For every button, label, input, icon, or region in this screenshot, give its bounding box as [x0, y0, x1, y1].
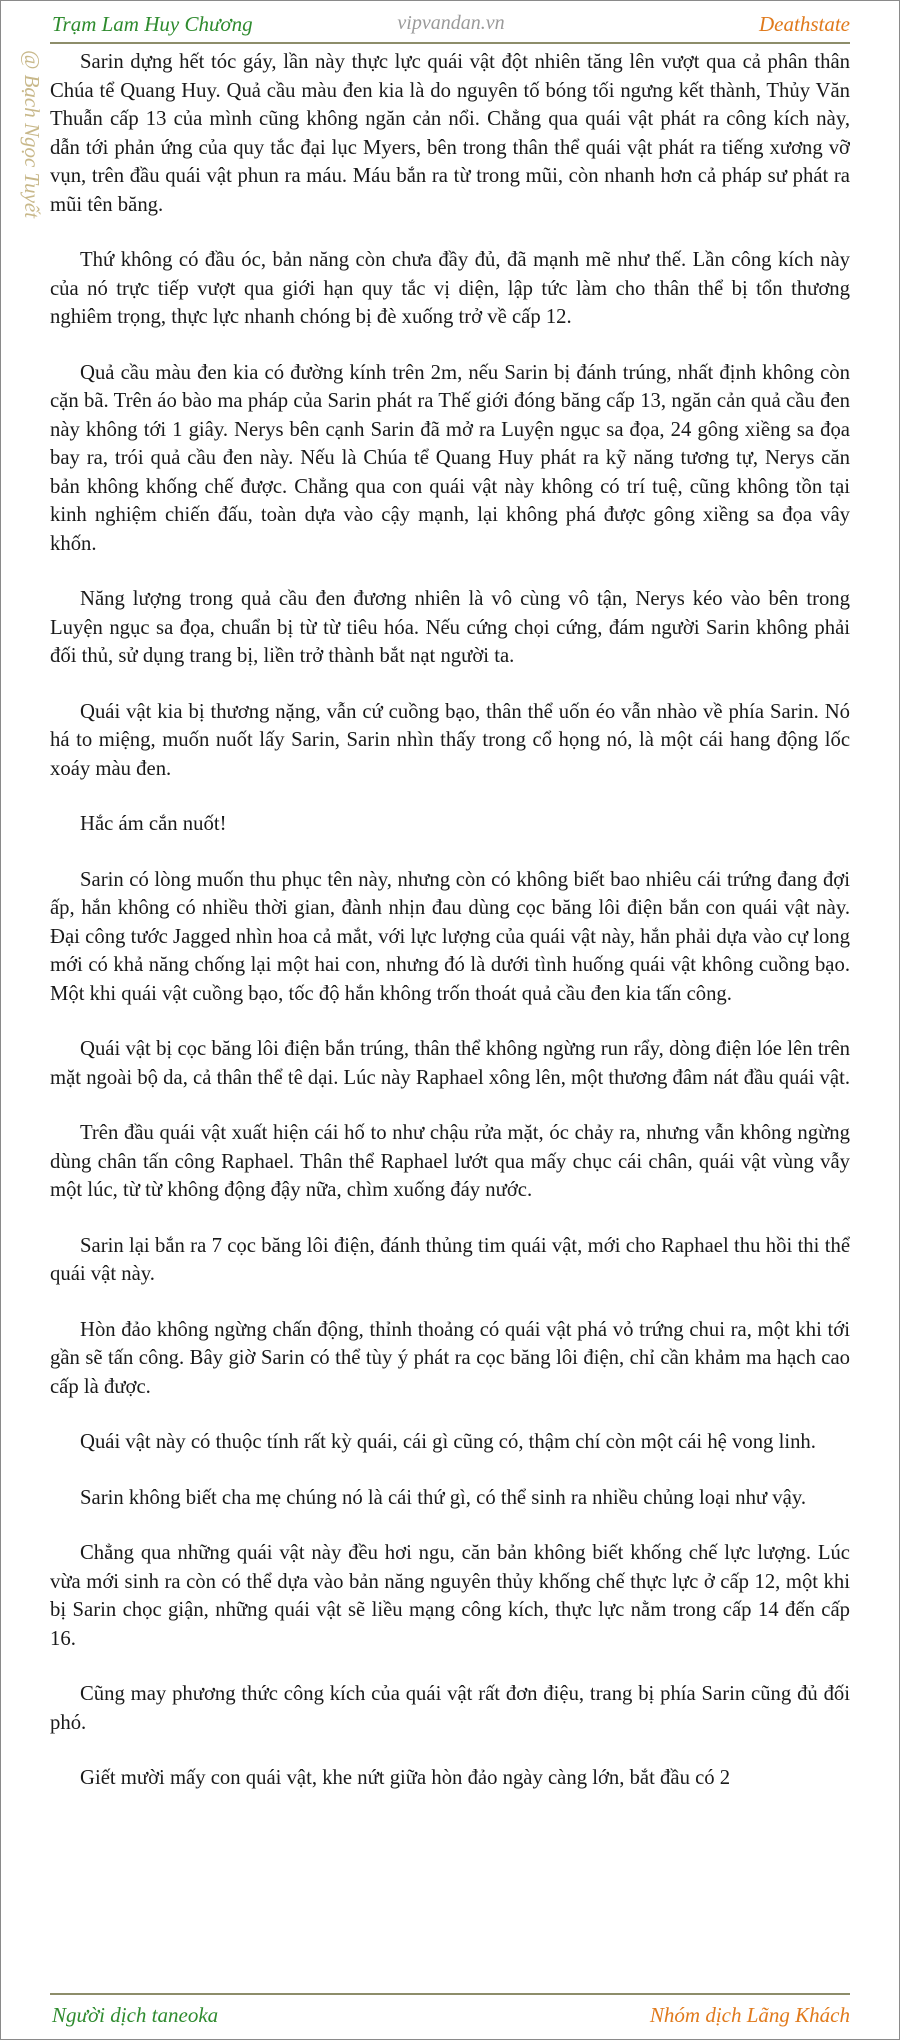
paragraph: Chẳng qua những quái vật này đều hơi ngu, căn bản không biết khống chế lực lượng. Lúc vừa mới sinh ra còn có thể dựa vào bản năng nguyên thủy khống chế thực lực ở cấp 12, một khi bị Sarin chọc giận, những quái vật sẽ liều mạng công kích, thực lực nằm trong cấp 14 đến cấp 16.: [50, 1542, 850, 1650]
paragraph: Quả cầu màu đen kia có đường kính trên 2m, nếu Sarin bị đánh trúng, nhất định không còn cặn bã. Trên áo bào ma pháp của Sarin phát ra Thế giới đóng băng cấp 13, ngăn cản quả cầu đen này không tới 1 giây. Nerys bên cạnh Sarin đã mở ra Luyện ngục sa đọa, 24 gông xiềng sa đọa bay ra, trói quả cầu đen này. Nếu là Chúa tể Quang Huy phát ra kỹ năng tương tự, Nerys căn bản không khống chế được. Chẳng qua con quái vật này không có trí tuệ, cũng không tồn tại kinh nghiệm chiến đấu, toàn dựa vào cậy mạnh, lại không phá được gông xiềng sa đọa vây khốn.: [50, 361, 850, 555]
paragraph: Quái vật kia bị thương nặng, vẫn cứ cuồng bạo, thân thể uốn éo vẫn nhào về phía Sarin. Nó há to miệng, muốn nuốt lấy Sarin, Sarin nhìn thấy trong cổ họng nó, là một cái hang động lốc xoáy màu đen.: [50, 700, 850, 780]
paragraph: Giết mười mấy con quái vật, khe nứt giữa hòn đảo ngày càng lớn, bắt đầu có 2: [80, 1767, 731, 1789]
paragraph: Sarin có lòng muốn thu phục tên này, nhưng còn có không biết bao nhiêu cái trứng đang đợi ấp, hắn không có nhiều thời gian, đành nhịn đau dùng cọc băng lôi điện bắn con quái vật này. Đại công tước Jagged nhìn hoa cả mắt, với lực lượng của quái vật này, hắn phải dựa vào cự long mới có khả năng chống lại một hai con, nhưng đó là dưới tình huống quái vật không cuồng bạo. Một khi quái vật cuồng bạo, tốc độ hắn không trốn thoát quả cầu đen kia tấn công.: [50, 868, 850, 1005]
paragraph: Hắc ám cắn nuốt!: [80, 813, 227, 835]
paragraph: Sarin không biết cha mẹ chúng nó là cái thứ gì, có thể sinh ra nhiều chủng loại như vậy.: [80, 1486, 807, 1509]
paragraph: Thứ không có đầu óc, bản năng còn chưa đầy đủ, đã mạnh mẽ như thế. Lần công kích này của nó trực tiếp vượt qua giới hạn quy tắc vị diện, lập tức làm cho thân thể bị tổn thương nghiêm trọng, thực lực nhanh chóng bị đè xuống trở về cấp 12.: [50, 249, 850, 328]
footer-divider: [50, 1993, 850, 1995]
paragraph: Sarin dựng hết tóc gáy, lần này thực lực quái vật đột nhiên tăng lên vượt qua cả phân thân Chúa tể Quang Huy. Quả cầu màu đen kia là do nguyên tố bóng tối ngưng kết thành, Thủy Văn Thuẫn cấp 13 của mình cũng không ngăn cản nổi. Chẳng qua quái vật phát ra công kích này, dẫn tới phản ứng của quy tắc đại lục Myers, bên trong thân thể quái vật phát ra tiếng xương vỡ vụn, trên đầu quái vật phun ra máu. Máu bắn ra từ trong mũi, còn nhanh hơn cả pháp sư phát ra mũi tên băng.: [50, 51, 850, 216]
paragraph: Sarin lại bắn ra 7 cọc băng lôi điện, đánh thủng tim quái vật, mới cho Raphael thu hồi thi thể quái vật này.: [50, 1234, 850, 1285]
chapter-body: [50, 48, 850, 1988]
paragraph: Quái vật này có thuộc tính rất kỳ quái, cái gì cũng có, thậm chí còn một cái hệ vong linh.: [80, 1431, 816, 1453]
translator-credit: Người dịch taneoka: [52, 2003, 219, 2027]
paragraph: Hòn đảo không ngừng chấn động, thỉnh thoảng có quái vật phá vỏ trứng chui ra, một khi tới gần sẽ tấn công. Bây giờ Sarin có thể tùy ý phát ra cọc băng lôi điện, chỉ cần khảm ma hạch cao cấp là được.: [50, 1318, 850, 1398]
book-title: Deathstate: [759, 12, 850, 36]
site-url: vipvandan.vn: [397, 12, 505, 34]
site-name: Trạm Lam Huy Chương: [52, 12, 253, 36]
page-footer: [52, 1997, 850, 2033]
paragraph: Quái vật bị cọc băng lôi điện bắn trúng, thân thể không ngừng run rẩy, dòng điện lóe lên trên mặt ngoài bộ da, cả thân thể tê dại. Lúc này Raphael xông lên, một thương đâm nát đầu quái vật.: [50, 1038, 850, 1089]
page-header: [52, 8, 850, 42]
paragraph: Trên đầu quái vật xuất hiện cái hố to như chậu rửa mặt, óc chảy ra, nhưng vẫn không ngừng dùng chân tấn công Raphael. Thân thể Raphael lướt qua mấy chục cái chân, quái vật vùng vẫy một lúc, từ từ không động đậy nữa, chìm xuống đáy nước.: [50, 1122, 850, 1201]
side-watermark: @ Bạch Ngọc Tuyết: [20, 50, 44, 219]
paragraph: Năng lượng trong quả cầu đen đương nhiên là vô cùng vô tận, Nerys kéo vào bên trong Luyện ngục sa đọa, chuẩn bị từ từ tiêu hóa. Nếu cứng chọi cứng, đám người Sarin không phải đối thủ, sử dụng trang bị, liền trở thành bắt nạt người ta.: [50, 588, 850, 667]
paragraph: Cũng may phương thức công kích của quái vật rất đơn điệu, trang bị phía Sarin cũng đủ đối phó.: [50, 1683, 850, 1734]
group-credit: Nhóm dịch Lãng Khách: [649, 2003, 850, 2027]
header-divider: [50, 42, 850, 44]
